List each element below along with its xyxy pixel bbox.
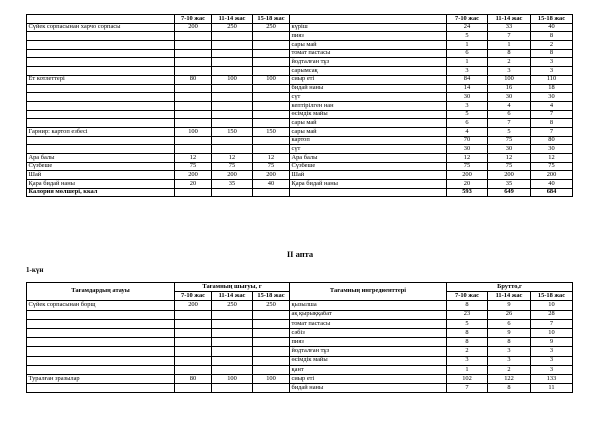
empty-cell xyxy=(212,338,253,347)
ingredient-amount: 7 xyxy=(488,32,531,41)
ingredient-amount: 8 xyxy=(488,49,531,58)
empty-cell xyxy=(253,310,290,319)
table-row xyxy=(27,154,573,163)
ingredient-amount: 102 xyxy=(447,374,488,383)
ingredient-amount: 1 xyxy=(447,58,488,67)
ingredient-amount: 10 xyxy=(531,301,573,310)
ingredient-amount: 30 xyxy=(488,145,531,154)
table-row xyxy=(27,49,573,58)
table-row xyxy=(27,119,573,128)
empty-cell xyxy=(212,110,253,119)
ingredient-amount: 3 xyxy=(531,347,573,356)
empty-cell xyxy=(253,58,290,67)
dish-yield: 250 xyxy=(212,23,253,32)
empty-cell xyxy=(27,365,175,374)
empty-cell xyxy=(212,310,253,319)
dish-yield: 250 xyxy=(253,23,290,32)
ingredient-name: сиыр еті xyxy=(290,75,447,84)
dish-yield: 75 xyxy=(253,162,290,171)
ingredient-amount: 30 xyxy=(531,145,573,154)
ingredient-amount: 24 xyxy=(447,23,488,32)
ingredient-name: йодталған тұз xyxy=(290,347,447,356)
ingredient-name: томат пастасы xyxy=(290,49,447,58)
ingredient-amount: 3 xyxy=(531,58,573,67)
empty-cell xyxy=(175,32,212,41)
table-row xyxy=(27,84,573,93)
dish-yield: 12 xyxy=(212,154,253,163)
ingredient-name: Сүзбеше xyxy=(290,162,447,171)
ingredient-amount: 6 xyxy=(488,110,531,119)
ingredient-amount: 6 xyxy=(447,119,488,128)
ingredient-amount: 3 xyxy=(531,67,573,76)
ingredient-amount: 20 xyxy=(447,180,488,189)
ingredient-name: бидай наны xyxy=(290,384,447,393)
empty-cell xyxy=(175,93,212,102)
empty-cell xyxy=(253,384,290,393)
ingredient-name: Қара бидай наны xyxy=(290,180,447,189)
dish-yield: 200 xyxy=(175,171,212,180)
ingredient-amount: 200 xyxy=(531,171,573,180)
ingredient-amount: 40 xyxy=(531,180,573,189)
ingredient-name: бидай наны xyxy=(290,84,447,93)
empty-cell xyxy=(175,328,212,337)
ingredient-amount: 8 xyxy=(488,384,531,393)
empty-cell xyxy=(212,319,253,328)
dish-name: Ет котлеттері xyxy=(27,75,175,84)
ingredient-name: картоп xyxy=(290,136,447,145)
empty-cell xyxy=(27,384,175,393)
empty-cell xyxy=(253,319,290,328)
empty-cell xyxy=(212,84,253,93)
ingredient-amount: 9 xyxy=(531,338,573,347)
table-row xyxy=(27,162,573,171)
ingredient-amount: 84 xyxy=(447,75,488,84)
ingredient-amount: 2 xyxy=(447,347,488,356)
dish-yield: 80 xyxy=(175,75,212,84)
ingredient-name: кептірілген нан xyxy=(290,101,447,110)
dish-yield: 150 xyxy=(212,127,253,136)
empty-cell xyxy=(212,136,253,145)
ingredient-amount: 7 xyxy=(488,119,531,128)
dish-name: Туралған зразылар xyxy=(27,374,175,383)
dish-yield: 12 xyxy=(175,154,212,163)
dish-name: Сүйек сорпасынан харчо сорпасы xyxy=(27,23,175,32)
table-row xyxy=(27,328,573,337)
table-row xyxy=(27,319,573,328)
ingredient-amount: 110 xyxy=(531,75,573,84)
ingredient-name: сиыр еті xyxy=(290,374,447,383)
ingredient-amount: 7 xyxy=(447,384,488,393)
empty-cell xyxy=(253,119,290,128)
ingredient-amount: 75 xyxy=(447,162,488,171)
table-row xyxy=(27,41,573,50)
empty-cell xyxy=(27,319,175,328)
dish-yield: 250 xyxy=(212,301,253,310)
empty-cell xyxy=(27,328,175,337)
ingredient-name: сәбіз xyxy=(290,328,447,337)
empty-cell xyxy=(253,145,290,154)
ingredient-name: пияз xyxy=(290,32,447,41)
table-row xyxy=(27,75,573,84)
empty-cell xyxy=(27,110,175,119)
empty-cell xyxy=(27,356,175,365)
ingredient-amount: 40 xyxy=(531,23,573,32)
ingredient-name: сары май xyxy=(290,127,447,136)
dish-name: Шай xyxy=(27,171,175,180)
dish-name: Гарнир: картоп езбесі xyxy=(27,127,175,136)
table-row xyxy=(27,180,573,189)
ingredient-amount: 3 xyxy=(488,356,531,365)
empty-cell xyxy=(253,365,290,374)
dish-yield: 100 xyxy=(253,75,290,84)
empty-cell xyxy=(27,32,175,41)
empty-cell xyxy=(27,347,175,356)
ingredient-amount: 7 xyxy=(531,127,573,136)
dish-yield: 75 xyxy=(212,162,253,171)
ingredient-name: сары май xyxy=(290,119,447,128)
table-row xyxy=(27,356,573,365)
empty-cell xyxy=(253,67,290,76)
empty-cell xyxy=(212,49,253,58)
dish-yield: 200 xyxy=(175,23,212,32)
ingredient-amount: 18 xyxy=(531,84,573,93)
ingredient-amount: 5 xyxy=(447,110,488,119)
empty-cell xyxy=(175,84,212,93)
empty-cell xyxy=(212,32,253,41)
table-row xyxy=(27,136,573,145)
empty-cell xyxy=(27,145,175,154)
ingredient-amount: 2 xyxy=(488,58,531,67)
table-row xyxy=(27,23,573,32)
dish-name: Сүйек сорпасынан борщ xyxy=(27,301,175,310)
ingredient-amount: 7 xyxy=(531,319,573,328)
empty-cell xyxy=(175,356,212,365)
table2-header-row xyxy=(27,283,573,292)
ingredient-amount: 33 xyxy=(488,23,531,32)
dish-yield: 12 xyxy=(253,154,290,163)
empty-cell xyxy=(175,145,212,154)
empty-cell xyxy=(27,58,175,67)
ingredient-amount: 3 xyxy=(488,347,531,356)
empty-cell xyxy=(175,347,212,356)
dish-yield: 100 xyxy=(212,374,253,383)
table-row xyxy=(27,93,573,102)
table-row xyxy=(27,67,573,76)
ingredient-amount: 10 xyxy=(531,328,573,337)
table2-body xyxy=(27,301,573,393)
ingredient-amount: 12 xyxy=(488,154,531,163)
empty-cell xyxy=(253,338,290,347)
table-row xyxy=(27,110,573,119)
table1-body xyxy=(27,23,573,188)
ingredient-name: өсімдік майы xyxy=(290,110,447,119)
dish-yield: 100 xyxy=(253,374,290,383)
col-dish-header: Тағамдардың атауы xyxy=(27,283,175,301)
empty-cell xyxy=(27,101,175,110)
empty-cell xyxy=(27,41,175,50)
empty-cell xyxy=(27,310,175,319)
table-row xyxy=(27,58,573,67)
col-ingredients-header: Тағамның ингредиенттері xyxy=(290,283,447,301)
empty-cell xyxy=(253,93,290,102)
ingredient-amount: 1 xyxy=(488,41,531,50)
ingredient-amount: 28 xyxy=(531,310,573,319)
ingredient-amount: 122 xyxy=(488,374,531,383)
ingredient-amount: 75 xyxy=(488,162,531,171)
ingredient-amount: 3 xyxy=(488,67,531,76)
table-row xyxy=(27,127,573,136)
ingredient-amount: 4 xyxy=(488,101,531,110)
empty-cell xyxy=(27,136,175,145)
dish-yield: 75 xyxy=(175,162,212,171)
ingredient-amount: 30 xyxy=(488,93,531,102)
empty-cell xyxy=(27,338,175,347)
dish-yield: 20 xyxy=(175,180,212,189)
ingredient-amount: 12 xyxy=(447,154,488,163)
ingredient-name: Ара балы xyxy=(290,154,447,163)
ingredient-amount: 1 xyxy=(447,365,488,374)
table-row xyxy=(27,374,573,383)
table-row xyxy=(27,301,573,310)
ingredient-amount: 30 xyxy=(447,145,488,154)
empty-cell xyxy=(175,365,212,374)
ingredient-name: Шай xyxy=(290,171,447,180)
ingredient-amount: 4 xyxy=(531,101,573,110)
empty-cell xyxy=(212,67,253,76)
calorie-row xyxy=(27,188,573,197)
dish-yield: 40 xyxy=(253,180,290,189)
ingredient-amount: 8 xyxy=(488,338,531,347)
ingredient-amount: 5 xyxy=(447,32,488,41)
ingredient-amount: 4 xyxy=(447,127,488,136)
calorie-value: 684 xyxy=(531,188,573,197)
ingredient-amount: 100 xyxy=(488,75,531,84)
table-row xyxy=(27,32,573,41)
day-label: 1-күн xyxy=(26,266,44,274)
ingredient-amount: 8 xyxy=(447,301,488,310)
table-row xyxy=(27,145,573,154)
ingredient-name: қызылша xyxy=(290,301,447,310)
ingredient-amount: 8 xyxy=(531,32,573,41)
empty-cell xyxy=(253,101,290,110)
empty-cell xyxy=(212,145,253,154)
ingredient-amount: 23 xyxy=(447,310,488,319)
calorie-value: 593 xyxy=(447,188,488,197)
ingredient-amount: 2 xyxy=(531,41,573,50)
ingredient-amount: 30 xyxy=(447,93,488,102)
dish-yield: 150 xyxy=(253,127,290,136)
col-brutto-header: Брутто,г xyxy=(447,283,573,292)
empty-cell xyxy=(175,101,212,110)
empty-cell xyxy=(175,49,212,58)
ingredient-amount: 16 xyxy=(488,84,531,93)
empty-cell xyxy=(27,119,175,128)
ingredient-amount: 2 xyxy=(488,365,531,374)
empty-cell xyxy=(212,365,253,374)
week-title: ІІ апта xyxy=(286,249,314,259)
ingredient-amount: 80 xyxy=(531,136,573,145)
ingredient-name: өсімдік майы xyxy=(290,356,447,365)
ingredient-amount: 8 xyxy=(531,49,573,58)
ingredient-amount: 11 xyxy=(531,384,573,393)
dish-yield: 250 xyxy=(253,301,290,310)
ingredient-amount: 75 xyxy=(531,162,573,171)
table-row xyxy=(27,347,573,356)
dish-yield: 35 xyxy=(212,180,253,189)
empty-cell xyxy=(175,310,212,319)
ingredient-name: сары май xyxy=(290,41,447,50)
table2-subheader-row: 7-10 жас 11-14 жас 15-18 жас 7-10 жас 11-14 жас 15-18 жас xyxy=(27,292,573,301)
col-yield-header: Тағамның шығуы, г xyxy=(175,283,290,292)
empty-cell xyxy=(253,347,290,356)
table-row xyxy=(27,365,573,374)
ingredient-name: пияз xyxy=(290,338,447,347)
ingredient-amount: 5 xyxy=(488,127,531,136)
dish-yield: 200 xyxy=(175,301,212,310)
calorie-value: 649 xyxy=(488,188,531,197)
ingredient-amount: 35 xyxy=(488,180,531,189)
empty-cell xyxy=(175,110,212,119)
ingredient-amount: 26 xyxy=(488,310,531,319)
ingredient-amount: 6 xyxy=(447,49,488,58)
dish-yield: 80 xyxy=(175,374,212,383)
dish-yield: 200 xyxy=(212,171,253,180)
empty-cell xyxy=(212,101,253,110)
empty-cell xyxy=(212,119,253,128)
ingredient-amount: 5 xyxy=(447,319,488,328)
ingredient-amount: 200 xyxy=(488,171,531,180)
ingredient-amount: 3 xyxy=(447,101,488,110)
table-row xyxy=(27,310,573,319)
ingredient-name: йодталған тұз xyxy=(290,58,447,67)
table-row xyxy=(27,338,573,347)
dish-name: Ара балы xyxy=(27,154,175,163)
ingredient-amount: 7 xyxy=(531,110,573,119)
empty-cell xyxy=(253,41,290,50)
dish-name: Қара бидай наны xyxy=(27,180,175,189)
empty-cell xyxy=(175,67,212,76)
empty-cell xyxy=(175,119,212,128)
ingredient-amount: 70 xyxy=(447,136,488,145)
empty-cell xyxy=(27,67,175,76)
table-row xyxy=(27,384,573,393)
empty-cell xyxy=(212,93,253,102)
ingredient-amount: 3 xyxy=(447,356,488,365)
empty-cell xyxy=(253,328,290,337)
empty-cell xyxy=(253,84,290,93)
ingredient-amount: 12 xyxy=(531,154,573,163)
table-row xyxy=(27,171,573,180)
empty-cell xyxy=(253,136,290,145)
empty-cell xyxy=(212,347,253,356)
empty-cell xyxy=(253,110,290,119)
ingredient-name: томат пастасы xyxy=(290,319,447,328)
calorie-label: Калория мөлшері, ккал xyxy=(27,188,175,197)
ingredient-amount: 8 xyxy=(531,119,573,128)
ingredient-amount: 14 xyxy=(447,84,488,93)
empty-cell xyxy=(253,49,290,58)
ingredient-amount: 8 xyxy=(447,338,488,347)
menu-table-week1 xyxy=(26,14,573,197)
menu-table-week2 xyxy=(26,282,573,393)
empty-cell xyxy=(212,384,253,393)
dish-yield: 100 xyxy=(175,127,212,136)
ingredient-name: күріш xyxy=(290,23,447,32)
empty-cell xyxy=(27,49,175,58)
empty-cell xyxy=(175,136,212,145)
ingredient-amount: 3 xyxy=(447,67,488,76)
ingredient-amount: 3 xyxy=(531,365,573,374)
empty-cell xyxy=(175,338,212,347)
table-row xyxy=(27,101,573,110)
ingredient-amount: 9 xyxy=(488,328,531,337)
empty-cell xyxy=(27,93,175,102)
ingredient-amount: 200 xyxy=(447,171,488,180)
empty-cell xyxy=(27,84,175,93)
ingredient-amount: 3 xyxy=(531,356,573,365)
empty-cell xyxy=(212,328,253,337)
empty-cell xyxy=(175,384,212,393)
table1-header-row: 7-10 жас 11-14 жас 15-18 жас 7-10 жас 11-14 жас 15-18 жас xyxy=(27,15,573,24)
ingredient-amount: 1 xyxy=(447,41,488,50)
ingredient-amount: 133 xyxy=(531,374,573,383)
dish-yield: 100 xyxy=(212,75,253,84)
empty-cell xyxy=(212,41,253,50)
empty-cell xyxy=(175,58,212,67)
ingredient-amount: 8 xyxy=(447,328,488,337)
empty-cell xyxy=(175,319,212,328)
empty-cell xyxy=(253,356,290,365)
ingredient-amount: 6 xyxy=(488,319,531,328)
empty-cell xyxy=(212,356,253,365)
empty-cell xyxy=(253,32,290,41)
ingredient-name: сүт xyxy=(290,145,447,154)
ingredient-amount: 9 xyxy=(488,301,531,310)
empty-cell xyxy=(212,58,253,67)
ingredient-name: ақ қырыққабат xyxy=(290,310,447,319)
ingredient-name: қант xyxy=(290,365,447,374)
dish-name: Сүзбеше xyxy=(27,162,175,171)
ingredient-name: сүт xyxy=(290,93,447,102)
ingredient-name: сарымсақ xyxy=(290,67,447,76)
dish-yield: 200 xyxy=(253,171,290,180)
ingredient-amount: 75 xyxy=(488,136,531,145)
ingredient-amount: 30 xyxy=(531,93,573,102)
empty-cell xyxy=(175,41,212,50)
